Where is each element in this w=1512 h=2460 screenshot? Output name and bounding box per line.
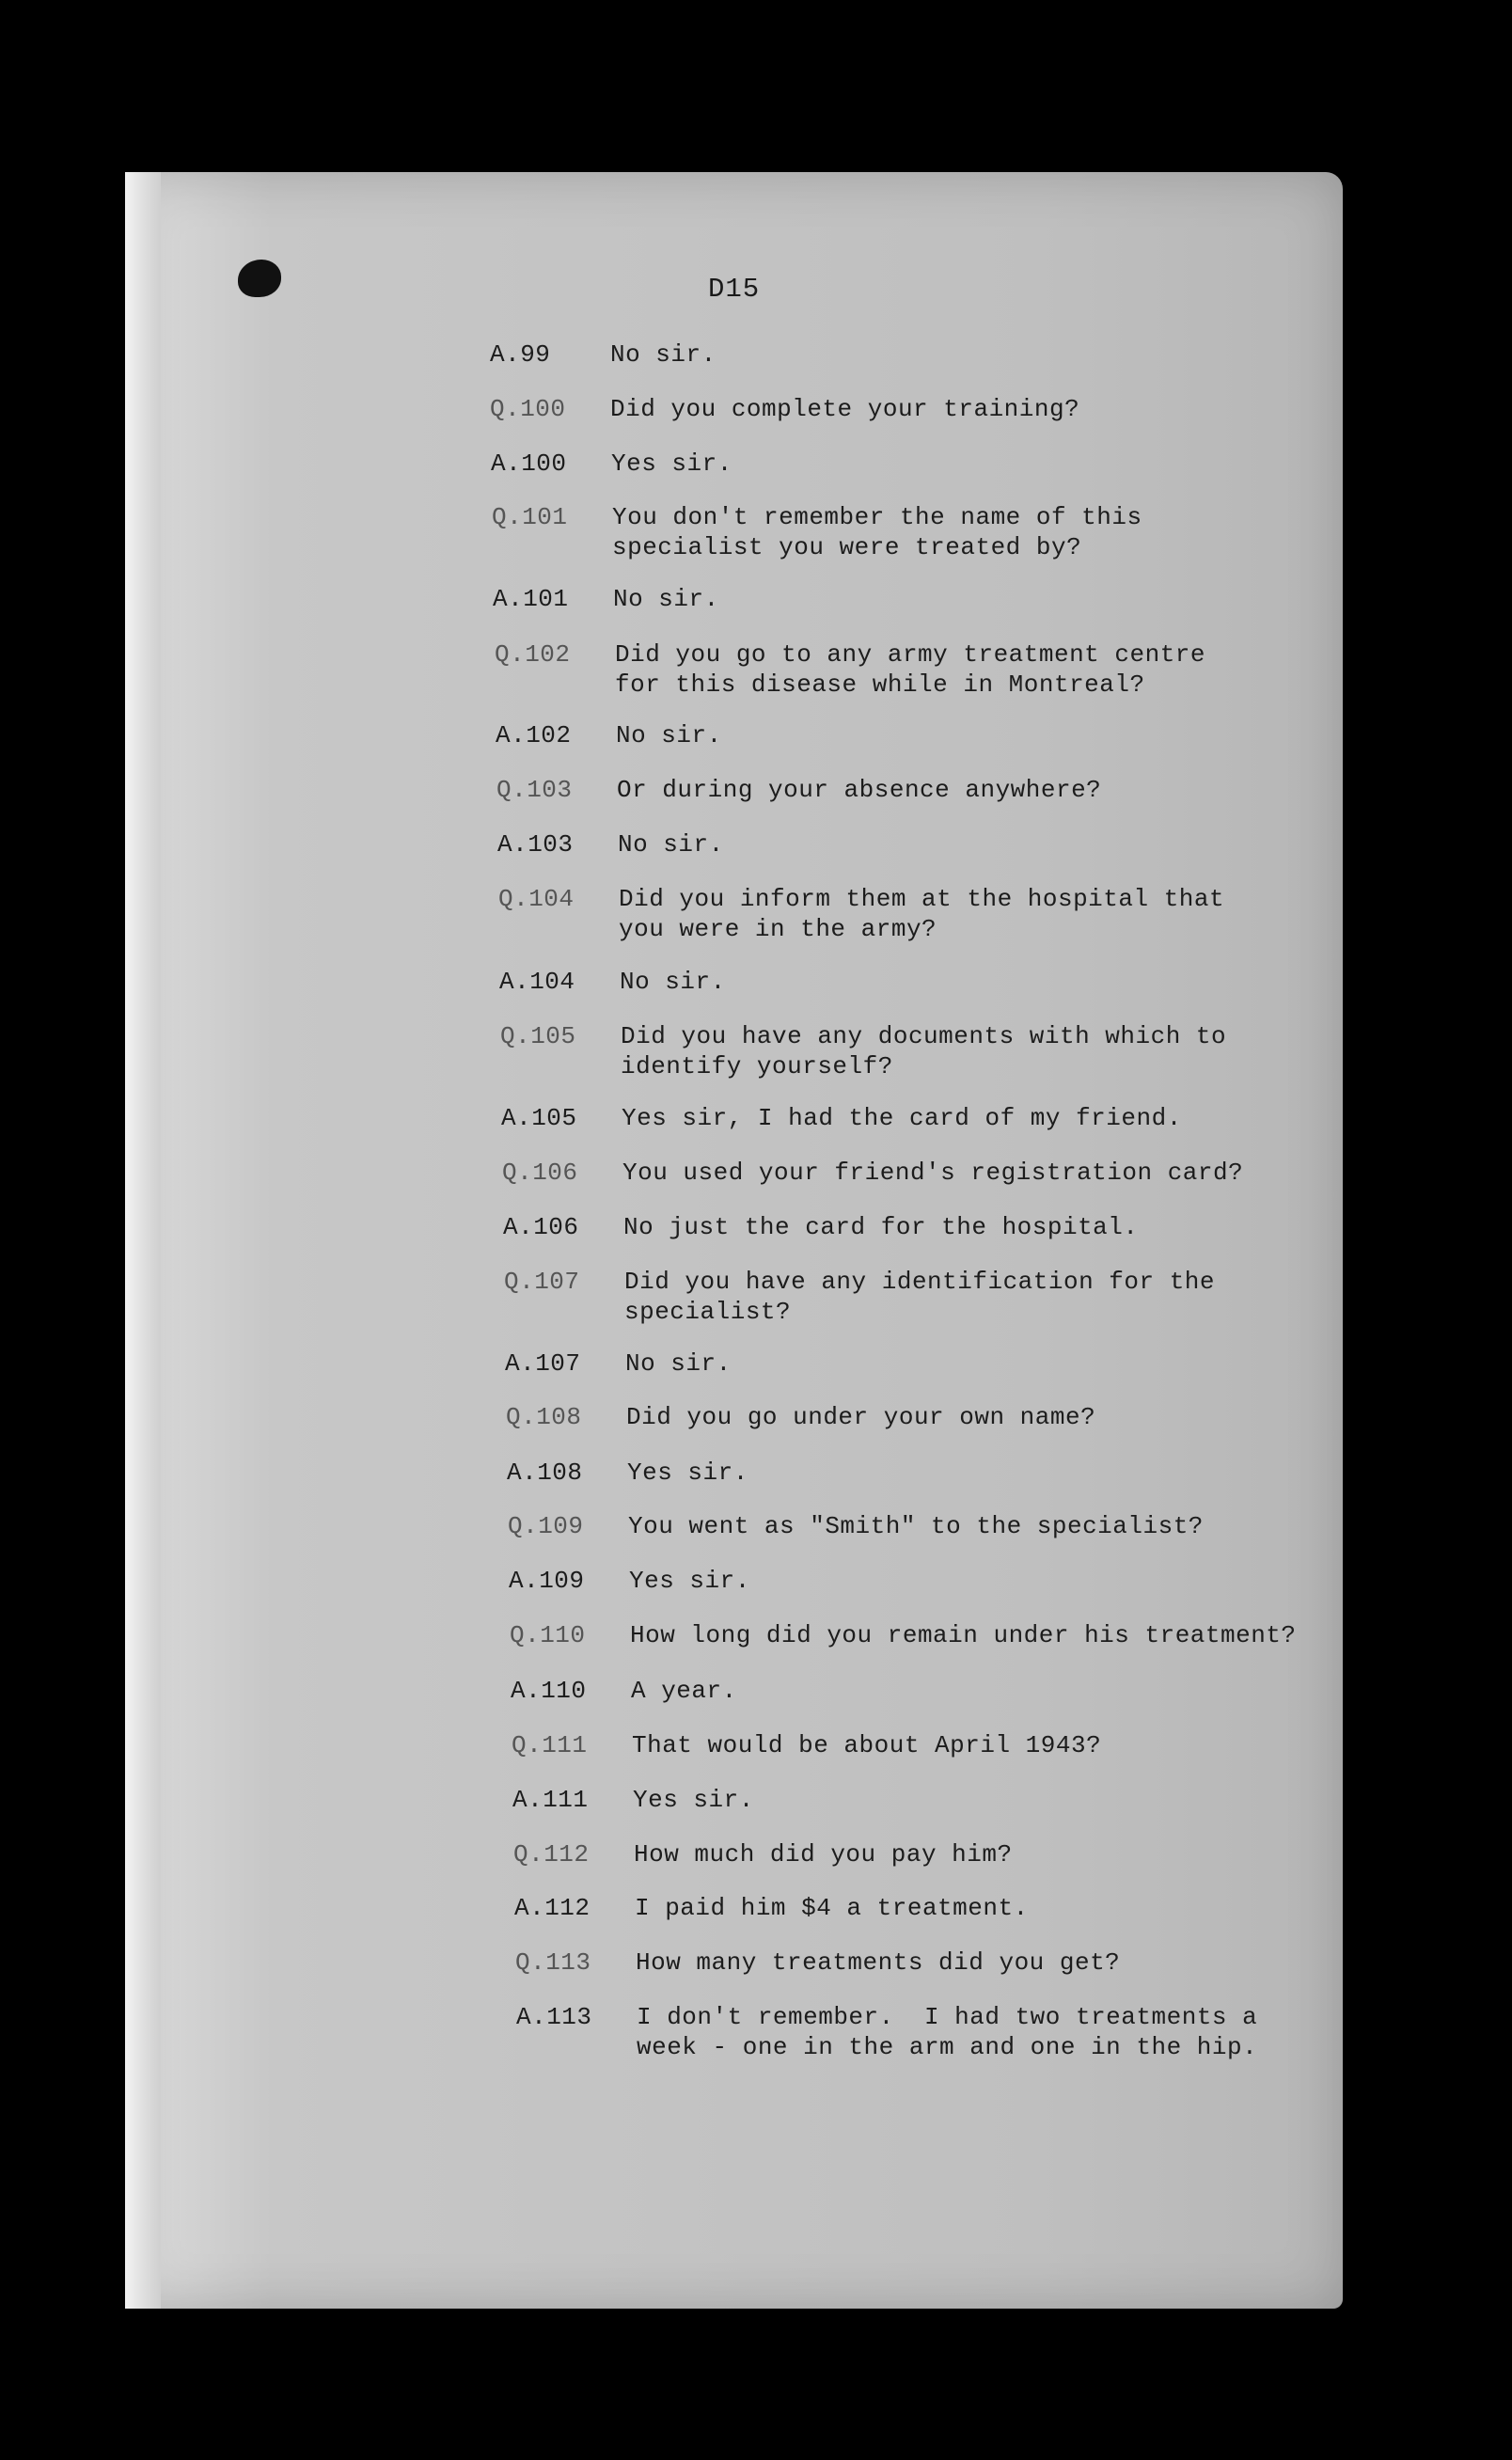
entry-label: Q.110 (510, 1621, 586, 1649)
entry-label: A.109 (509, 1567, 585, 1595)
answer-entry (491, 449, 732, 479)
entry-text: Yes sir. (629, 1567, 750, 1595)
entry-label: Q.105 (500, 1022, 576, 1050)
question-entry (498, 884, 1224, 944)
question-entry (506, 1402, 1095, 1432)
entry-text: Yes sir, I had the card of my friend. (622, 1104, 1182, 1132)
entry-label: A.105 (501, 1104, 577, 1132)
answer-entry (493, 584, 719, 614)
entry-label: A.110 (511, 1677, 587, 1705)
entry-label: A.112 (514, 1894, 591, 1922)
entry-text: How much did you pay him? (634, 1840, 1013, 1869)
entry-text: Or during your absence anywhere? (617, 776, 1102, 804)
page-number: D15 (708, 274, 761, 305)
entry-label: Q.112 (513, 1840, 590, 1869)
ink-blot-mark (238, 260, 281, 297)
answer-entry (499, 967, 726, 997)
question-entry (510, 1620, 1297, 1650)
entry-text: How long did you remain under his treatment? (630, 1621, 1297, 1649)
entry-label: A.102 (496, 721, 572, 749)
entry-text: Did you go under your own name? (626, 1403, 1096, 1431)
question-entry (495, 639, 1205, 700)
question-entry (513, 1839, 1013, 1869)
entry-label: A.106 (503, 1213, 579, 1241)
entry-text: Yes sir. (633, 1786, 754, 1814)
question-entry (502, 1158, 1243, 1188)
answer-entry (507, 1458, 748, 1488)
entry-label: A.113 (516, 2003, 592, 2031)
entry-label: A.107 (505, 1349, 581, 1378)
entry-text: No just the card for the hospital. (623, 1213, 1139, 1241)
entry-text: You went as "Smith" to the specialist? (628, 1512, 1204, 1540)
answer-entry (512, 1785, 754, 1815)
entry-label: Q.106 (502, 1159, 578, 1187)
entry-label: Q.109 (508, 1512, 584, 1540)
entry-label: A.100 (491, 449, 567, 478)
answer-entry (505, 1348, 732, 1379)
entry-label: Q.107 (504, 1268, 580, 1296)
entry-text: No sir. (625, 1349, 732, 1378)
entry-label: Q.113 (515, 1948, 591, 1977)
answer-entry (497, 829, 724, 859)
entry-label: Q.111 (512, 1731, 588, 1759)
entry-text: No sir. (613, 585, 719, 613)
entry-label: A.104 (499, 968, 575, 996)
entry-label: A.103 (497, 830, 574, 859)
entry-label: A.111 (512, 1786, 589, 1814)
answer-entry (511, 1676, 737, 1706)
page-edge (125, 172, 161, 2309)
entry-text: Yes sir. (627, 1459, 748, 1487)
question-entry (500, 1021, 1226, 1081)
entry-label: Q.102 (495, 640, 571, 669)
entry-label: Q.100 (490, 395, 566, 423)
entry-label: Q.108 (506, 1403, 582, 1431)
entry-label: Q.101 (492, 503, 568, 531)
entry-text: Did you inform them at the hospital that you were in the army? (619, 885, 1225, 943)
question-entry (508, 1511, 1204, 1541)
entry-text: Did you complete your training? (610, 395, 1080, 423)
answer-entry (514, 1893, 1029, 1923)
entry-text: How many treatments did you get? (636, 1948, 1121, 1977)
question-entry (490, 394, 1079, 424)
entry-label: A.101 (493, 585, 569, 613)
question-entry (504, 1267, 1215, 1327)
entry-text: I don't remember. I had two treatments a week - one in the arm and one in the hip. (637, 2003, 1258, 2061)
entry-label: Q.104 (498, 885, 575, 913)
question-entry (515, 1948, 1120, 1978)
question-entry (512, 1730, 1101, 1760)
entry-text: No sir. (616, 721, 722, 749)
entry-text: Did you go to any army treatment centre for this disease while in Montreal? (615, 640, 1205, 699)
answer-entry (516, 2002, 1257, 2062)
scanned-page (125, 172, 1343, 2309)
answer-entry (501, 1103, 1182, 1133)
entry-text: Did you have any documents with which to identify yourself? (621, 1022, 1227, 1080)
entry-text: You used your friend's registration card? (622, 1159, 1244, 1187)
answer-entry (503, 1212, 1139, 1242)
entry-text: No sir. (620, 968, 726, 996)
answer-entry (496, 720, 722, 750)
entry-text: Yes sir. (611, 449, 732, 478)
answer-entry (490, 339, 717, 370)
question-entry (496, 775, 1101, 805)
entry-text: That would be about April 1943? (632, 1731, 1102, 1759)
question-entry (492, 502, 1142, 562)
entry-text: You don't remember the name of this specialist you were treated by? (612, 503, 1142, 561)
entry-text: No sir. (610, 340, 717, 369)
entry-text: No sir. (618, 830, 724, 859)
entry-text: A year. (631, 1677, 737, 1705)
entry-text: I paid him $4 a treatment. (635, 1894, 1029, 1922)
entry-label: Q.103 (496, 776, 573, 804)
entry-text: Did you have any identification for the specialist? (624, 1268, 1215, 1326)
entry-label: A.108 (507, 1459, 583, 1487)
answer-entry (509, 1566, 750, 1596)
entry-label: A.99 (490, 340, 551, 369)
